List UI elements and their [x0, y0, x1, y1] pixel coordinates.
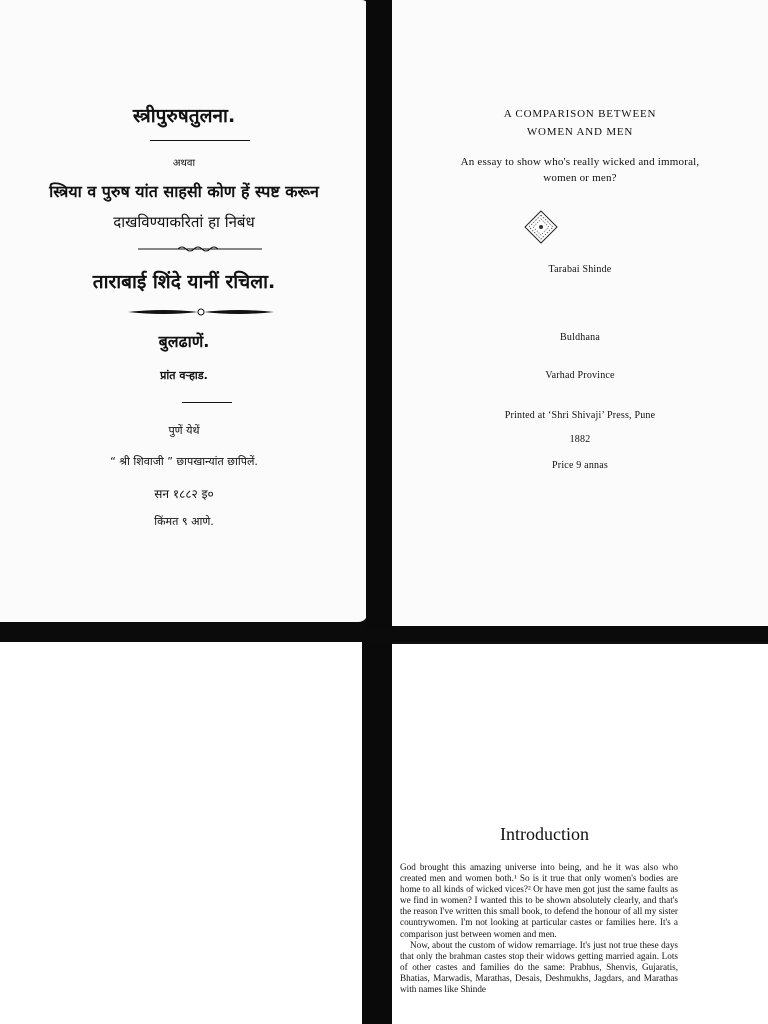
blank-page — [0, 642, 368, 1024]
introduction-paragraph: God brought this amazing universe into being, and he it was also who created men and women both.¹ So is it true that only women's bodies are home to all kinds of wicked vices?² Or have men got just the same faults as we find in women? I wanted this to be shown absolutely clearly, and that's the reason I've written this small book, to defend the honour of all my sister countrywomen. I'm not looking at particular castes or families here. It's a comparison just between women and men. — [400, 862, 678, 939]
marathi-city: पुणें येथें — [168, 424, 200, 437]
divider — [182, 402, 232, 403]
english-title-page — [392, 0, 768, 626]
introduction-body — [400, 862, 678, 995]
marathi-title-page — [0, 0, 368, 622]
marathi-subtitle-line2: दाखविण्याकरितां हा निबंध — [113, 213, 255, 231]
diamond-ornament-icon — [524, 210, 558, 244]
english-press: Printed at ‘Shri Shivaji’ Press, Pune — [504, 410, 656, 421]
marathi-author-line: ताराबाई शिंदे यानीं रचिला. — [92, 271, 276, 293]
marathi-press: “ श्री शिवाजी ” छापखान्यांत छापिलें. — [110, 455, 258, 468]
book-spine-shadow — [362, 642, 392, 1024]
marathi-title: स्त्रीपुरुषतुलना. — [132, 105, 236, 127]
marathi-place: बुलढाणें. — [158, 332, 210, 351]
marathi-year: सन १८८२ इ० — [154, 487, 214, 501]
marathi-province: प्रांत वऱ्हाड. — [160, 369, 208, 382]
ornamental-divider — [138, 245, 262, 253]
english-place: Buldhana — [560, 332, 600, 343]
english-author: Tarabai Shinde — [548, 264, 612, 275]
english-subtitle-line1: An essay to show who's really wicked and immoral, — [460, 156, 700, 168]
divider — [150, 140, 250, 141]
english-title-line1: A COMPARISON BETWEEN — [503, 108, 657, 120]
introduction-heading: Introduction — [500, 824, 589, 844]
ornamental-divider — [128, 306, 274, 318]
introduction-paragraph: Now, about the custom of widow remarriage. It's just not true these days that only the brahman castes stop their widows getting married again. Lots of other castes and families do the same: Prabhus, Shenvis, Gujaratis, Bhatias, Marwadis, Marathas, Desais, Deshmukhs, Jagdars, and Marathas with names like Shinde — [400, 939, 678, 995]
english-price: Price 9 annas — [552, 460, 608, 471]
marathi-price: किंमत ९ आणे. — [154, 515, 214, 528]
introduction-page — [392, 644, 768, 1024]
marathi-athava: अथवा — [172, 158, 196, 169]
english-subtitle-line2: women or men? — [543, 172, 617, 184]
english-year: 1882 — [569, 434, 591, 445]
marathi-subtitle-line1: स्त्रिया व पुरुष यांत साहसी कोण हें स्पष्ट करून — [49, 182, 319, 201]
english-province: Varhad Province — [545, 370, 615, 381]
english-title-line2: WOMEN AND MEN — [526, 126, 634, 138]
